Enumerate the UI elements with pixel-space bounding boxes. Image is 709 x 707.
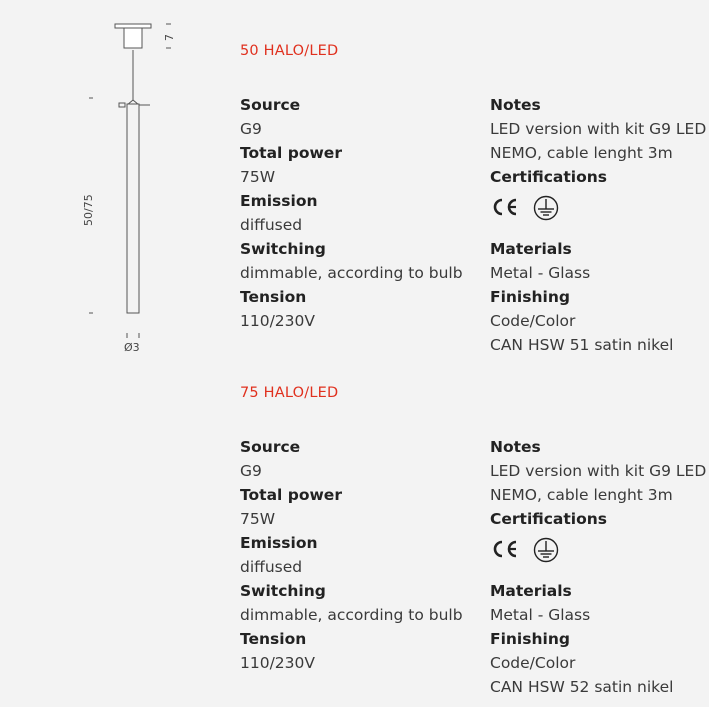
section-title: 75 HALO/LED [240,385,339,401]
source-value: G9 [240,462,262,480]
power-value: 75W [240,168,276,186]
finishing-value: CAN HSW 52 satin nikel [490,678,674,696]
certifications-label: Certifications [490,510,608,528]
diameter-label: Ø3 [124,341,140,354]
switching-label: Switching [240,240,326,258]
finishing-label: Finishing [490,630,570,648]
notes-line: NEMO, cable lenght 3m [490,486,673,504]
ground-symbol-icon [532,537,562,563]
spec-column-right [490,93,709,357]
switching-value: dimmable, according to bulb [240,264,463,282]
tension-value: 110/230V [240,654,315,672]
spec-column-left [240,93,490,333]
certifications-label: Certifications [490,168,608,186]
spec-section-50 [240,41,709,354]
emission-value: diffused [240,558,303,576]
materials-value: Metal - Glass [490,606,591,624]
finishing-value: CAN HSW 51 satin nikel [490,336,674,354]
notes-label: Notes [490,96,541,114]
section-title: 50 HALO/LED [240,43,339,59]
power-label: Total power [240,144,342,162]
top-dimension-label: 7 [163,34,176,41]
ce-mark-icon [490,537,520,561]
certification-icons [490,189,709,237]
technical-drawing [0,0,220,380]
finishing-code: Code/Color [490,654,576,672]
notes-label: Notes [490,438,541,456]
ce-mark-icon [490,195,520,219]
finishing-label: Finishing [490,288,570,306]
power-label: Total power [240,486,342,504]
pendant-tube [127,104,139,313]
ground-symbol-icon [532,195,562,221]
finishing-code: Code/Color [490,312,576,330]
tension-label: Tension [240,288,307,306]
source-label: Source [240,438,301,456]
source-value: G9 [240,120,262,138]
emission-label: Emission [240,192,318,210]
certification-icons [490,531,709,579]
height-dimension-label: 50/75 [82,194,95,226]
notes-line: LED version with kit G9 LED [490,120,707,138]
switching-label: Switching [240,582,326,600]
source-label: Source [240,96,301,114]
spec-column-left [240,435,490,675]
tension-label: Tension [240,630,307,648]
materials-value: Metal - Glass [490,264,591,282]
tension-value: 110/230V [240,312,315,330]
emission-label: Emission [240,534,318,552]
notes-line: LED version with kit G9 LED [490,462,707,480]
spec-section-75 [240,383,709,696]
power-value: 75W [240,510,276,528]
emission-value: diffused [240,216,303,234]
switching-value: dimmable, according to bulb [240,606,463,624]
canopy-body [124,28,142,48]
spec-column-right [490,435,709,699]
materials-label: Materials [490,582,572,600]
materials-label: Materials [490,240,572,258]
canopy-plate [115,24,151,28]
notes-line: NEMO, cable lenght 3m [490,144,673,162]
